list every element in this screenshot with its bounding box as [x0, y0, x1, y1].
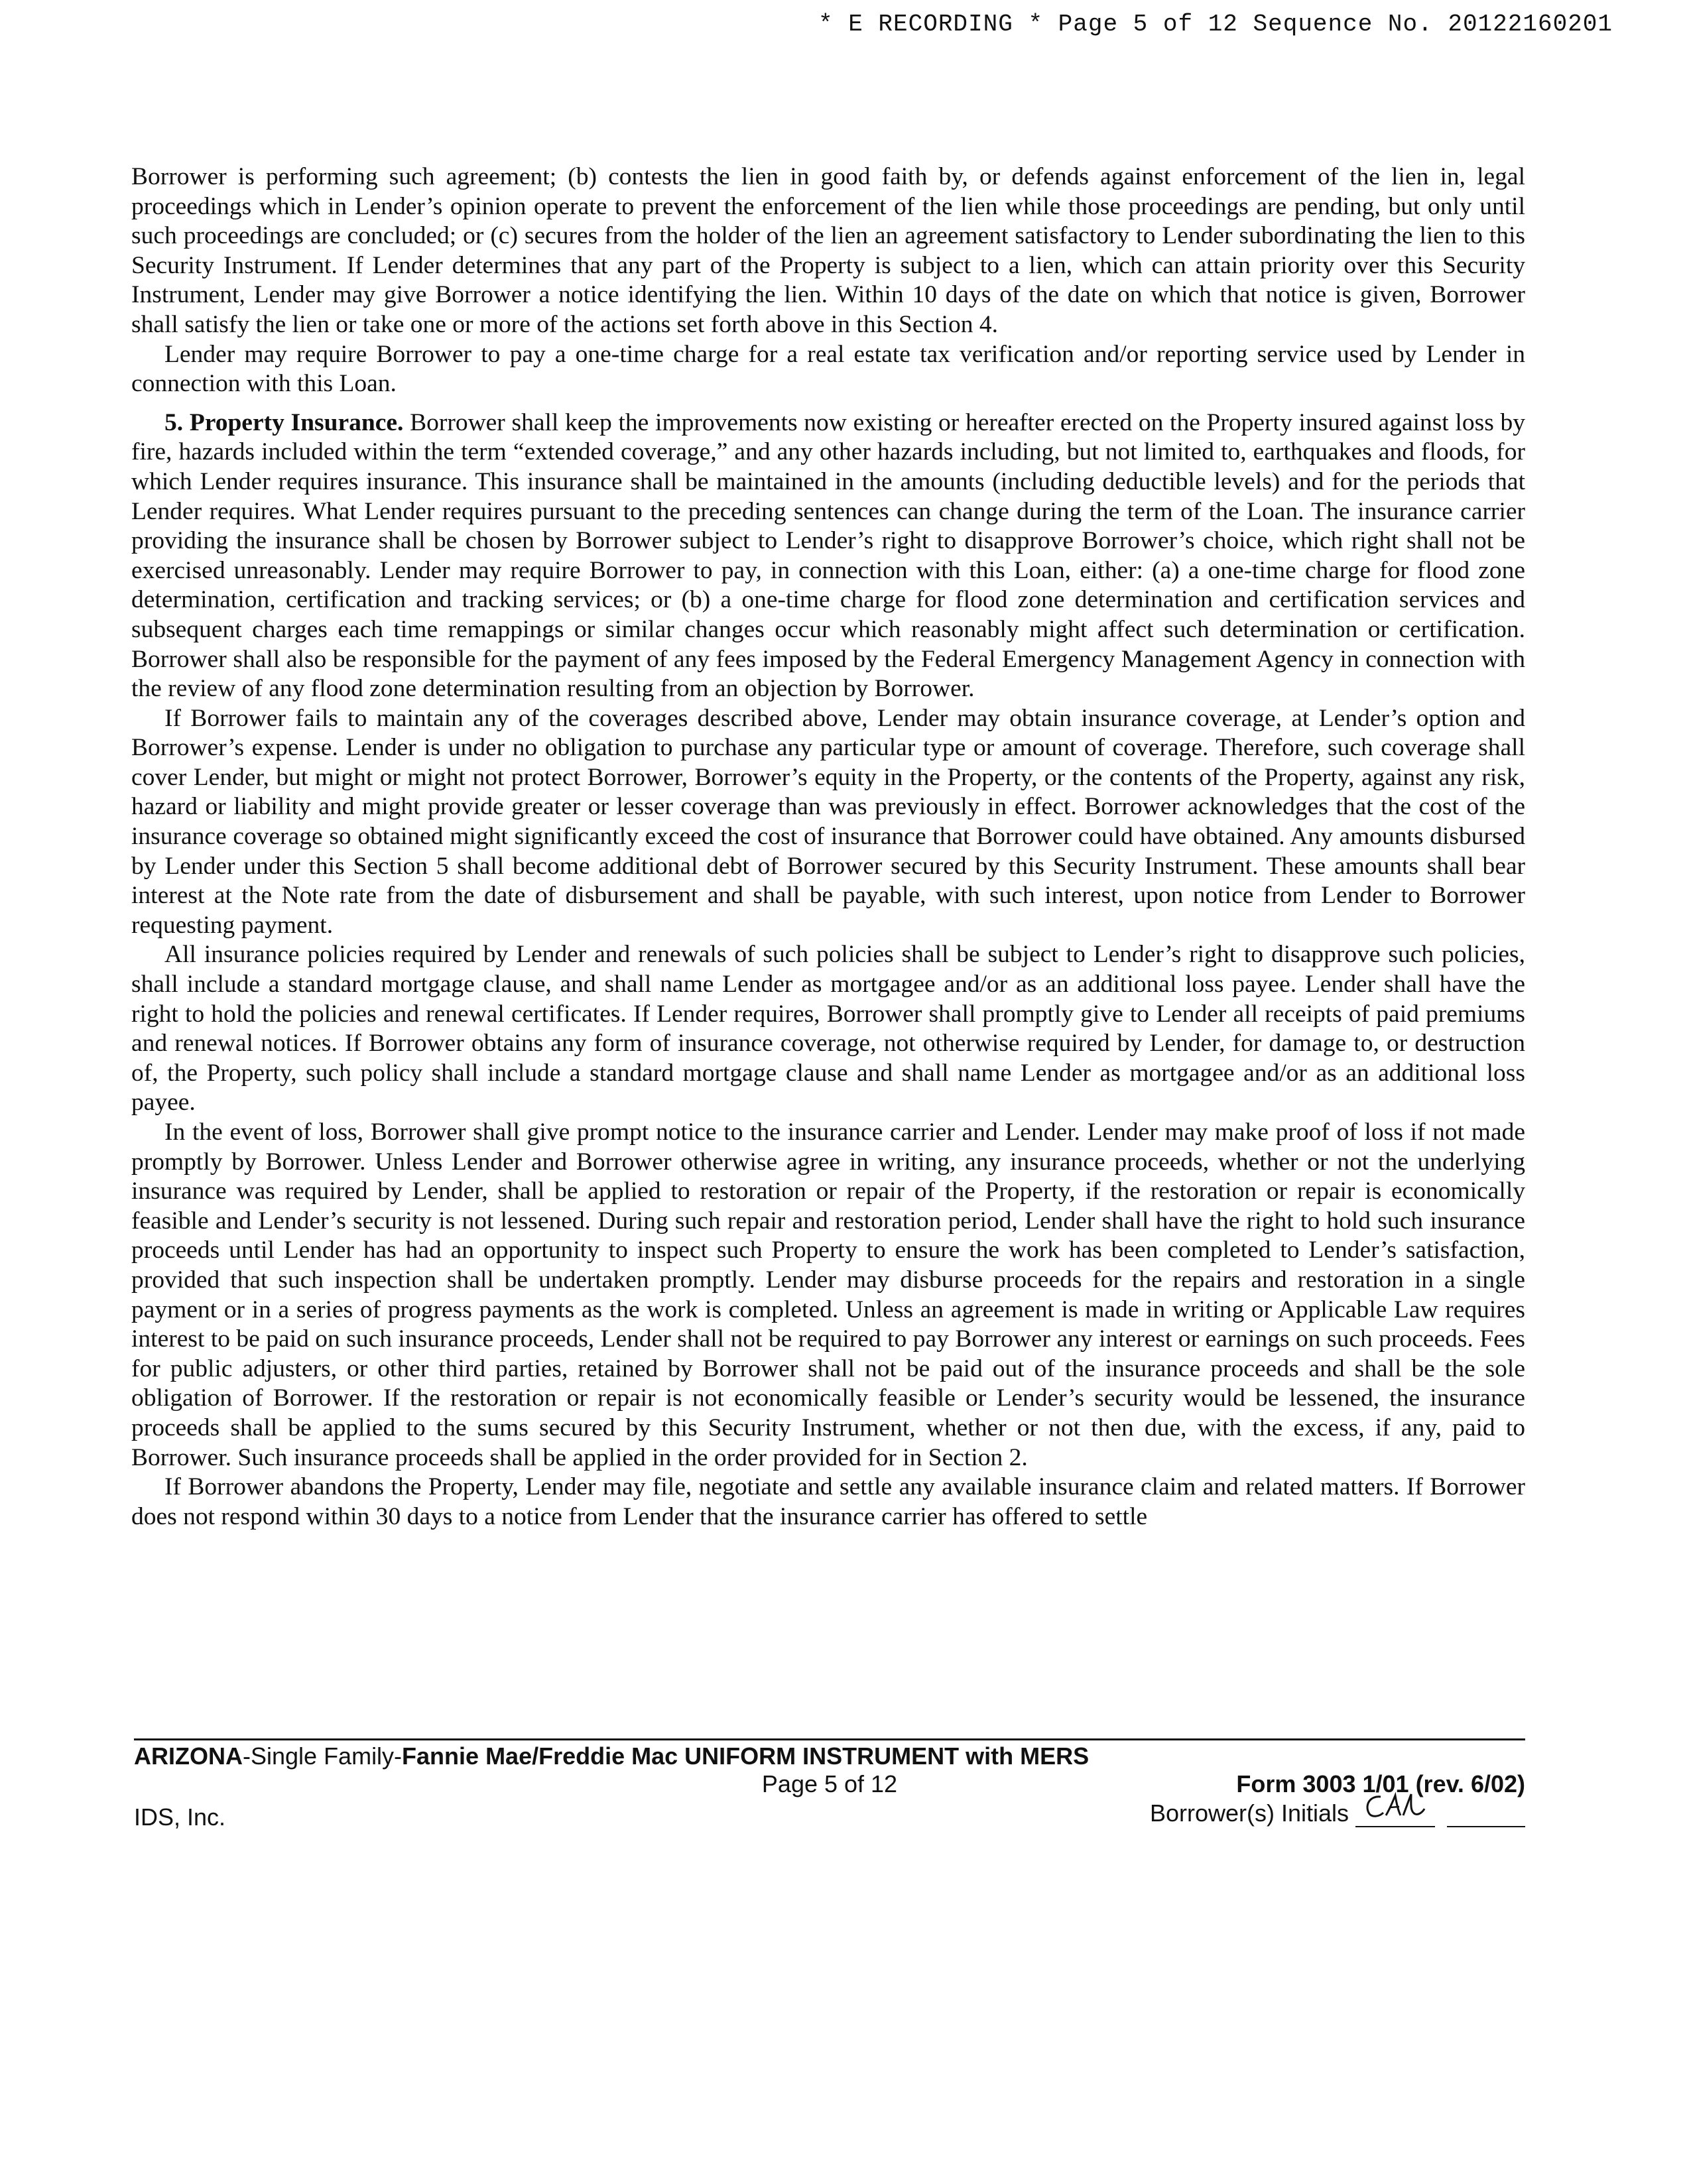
paragraph-coverage-failure: If Borrower fails to maintain any of the coverages described above, Lender may obtain insurance coverage, at Lender’s option and Borrower’s expense. Lender is under no obligation to purchase any particular type or amount of coverage. Therefore, such coverage shall cover Lender, but might or might not protect Borrower, Borrower’s equity in the Property, or the contents of the Property, against any risk, hazard or liability and might provide greater or lesser coverage than was previously in effect. Borrower acknowledges that the cost of the insurance coverage so obtained might significantly exceed the cost of insurance that Borrower could have obtained. Any amounts disbursed by Lender under this Section 5 shall become additional debt of Borrower secured by this Security Instrument. These amounts shall bear interest at the Note rate from the date of disbursement and shall be payable, with such interest, upon notice from Lender to Borrower requesting payment. — [131, 704, 1525, 939]
paragraph-insurance-policies: All insurance policies required by Lender and renewals of such policies shall be subject to Lender’s right to disapprove such policies, shall include a standard mortgage clause, and shall name Lender as mortgagee and/or as an additional loss payee. Lender shall have the right to hold the policies and renewal certificates. If Lender requires, Borrower shall promptly give to Lender all receipts of paid premiums and renewal notices. If Borrower obtains any form of insurance coverage, not otherwise required by Lender, for damage to, or destruction of, the Property, such policy shall include a standard mortgage clause and shall name Lender as mortgagee and/or as an additional loss payee. — [131, 941, 1525, 1117]
initials-blank-line[interactable] — [1447, 1799, 1525, 1827]
paragraph-event-of-loss: In the event of loss, Borrower shall give prompt notice to the insurance carrier and Lender. Lender may make proof of loss if not made promptly by Borrower. Unless Lender and Borrower otherwise agree in writing, any insurance proceeds, whether or not the underlying insurance was required by Lender, shall be applied to restoration or repair of the Property, if the restoration or repair is economically feasible and Lender’s security is not lessened. During such repair and restoration period, Lender shall have the right to hold such insurance proceeds until Lender has had an opportunity to inspect such Property to ensure the work has been completed to Lender’s satisfaction, provided that such inspection shall be undertaken promptly. Lender may disburse proceeds for the repairs and restoration in a single payment or in a series of progress payments as the work is completed. Unless an agreement is made in writing or Applicable Law requires interest to be paid on such insurance proceeds, Lender shall not be required to pay Borrower any interest or earnings on such proceeds. Fees for public adjusters, or other third parties, retained by Borrower shall not be paid out of the insurance proceeds and shall be the sole obligation of Borrower. If the restoration or repair is not economically feasible or Lender’s security would be lessened, the insurance proceeds shall be applied to the sums secured by this Security Instrument, whether or not then due, with the excess, if any, paid to Borrower. Such insurance proceeds shall be applied in the order provided for in Section 2. — [131, 1119, 1525, 1471]
section5-text: Borrower shall keep the improvements now existing or hereafter erected on the Property insured against loss by fire, hazards included within the term “extended coverage,” and any other hazards including, but not limited to, earthquakes and floods, for which Lender requires insurance. This insurance shall be maintained in the amounts (including deductible levels) and for the periods that Lender requires. What Lender requires pursuant to the preceding sentences can change during the term of the Loan. The insurance carrier providing the insurance shall be chosen by Borrower subject to Lender’s right to disapprove Borrower’s choice, which right shall not be exercised unreasonably. Lender may require Borrower to pay, in connection with this Loan, either: (a) a one-time charge for flood zone determination, certification and tracking services; or (b) a one-time charge for flood zone determination and certification services and subsequent charges each time remappings or similar changes occur which reasonably might affect such determination or certification. Borrower shall also be responsible for the payment of any fees imposed by the Federal Emergency Management Agency in connection with the review of any flood zone determination resulting from an objection by Borrower. — [131, 408, 1525, 703]
initials-signature-line[interactable] — [1355, 1799, 1435, 1827]
company-name: IDS, Inc. — [134, 1803, 226, 1831]
initials-label: Borrower(s) Initials — [1149, 1799, 1349, 1827]
form-number: Form 3003 1/01 (rev. 6/02) — [1236, 1770, 1525, 1797]
paragraph-tax-verification: Lender may require Borrower to pay a one-time charge for a real estate tax verification and/or reporting service used by Lender in connection with this Loan. — [131, 340, 1525, 398]
paragraph-abandonment: If Borrower abandons the Property, Lender may file, negotiate and settle any available insurance claim and related matters. If Borrower does not respond within 30 days to a notice from Lender that the insurance carrier has offered to settle — [131, 1473, 1525, 1530]
footer-page-number: Page 5 of 12 — [761, 1770, 898, 1797]
document-body — [131, 162, 1525, 1532]
paragraph-section5 — [131, 408, 1525, 704]
borrower-initials — [1150, 1799, 1525, 1827]
paragraph-section4-continued: Borrower is performing such agreement; (b) contests the lien in good faith by, or defends against enforcement of the lien in, legal proceedings which in Lender’s opinion operate to prevent the enforcement of the lien while those proceedings are pending, but only until such proceedings are concluded; or (c) secures from the holder of the lien an agreement satisfactory to Lender subordinating the lien to this Security Instrument. If Lender determines that any part of the Property is subject to a lien, which can attain priority over this Security Instrument, Lender may give Borrower a notice identifying the lien. Within 10 days of the date on which that notice is given, Borrower shall satisfy the lien or take one or more of the actions set forth above in this Section 4. — [131, 163, 1525, 338]
form-family: -Single Family- — [243, 1742, 403, 1770]
form-state: ARIZONA — [134, 1742, 243, 1770]
handwritten-initials — [1361, 1789, 1427, 1827]
section5-title: 5. Property Insurance. — [164, 408, 404, 436]
form-footer — [134, 1742, 1525, 1842]
form-instrument: Fannie Mae/Freddie Mac UNIFORM INSTRUMENT with MERS — [402, 1742, 1090, 1770]
form-title — [134, 1742, 1089, 1770]
footer-divider — [134, 1738, 1525, 1740]
recording-stamp: * E RECORDING * Page 5 of 12 Sequence No. 20122160201 — [818, 11, 1613, 38]
